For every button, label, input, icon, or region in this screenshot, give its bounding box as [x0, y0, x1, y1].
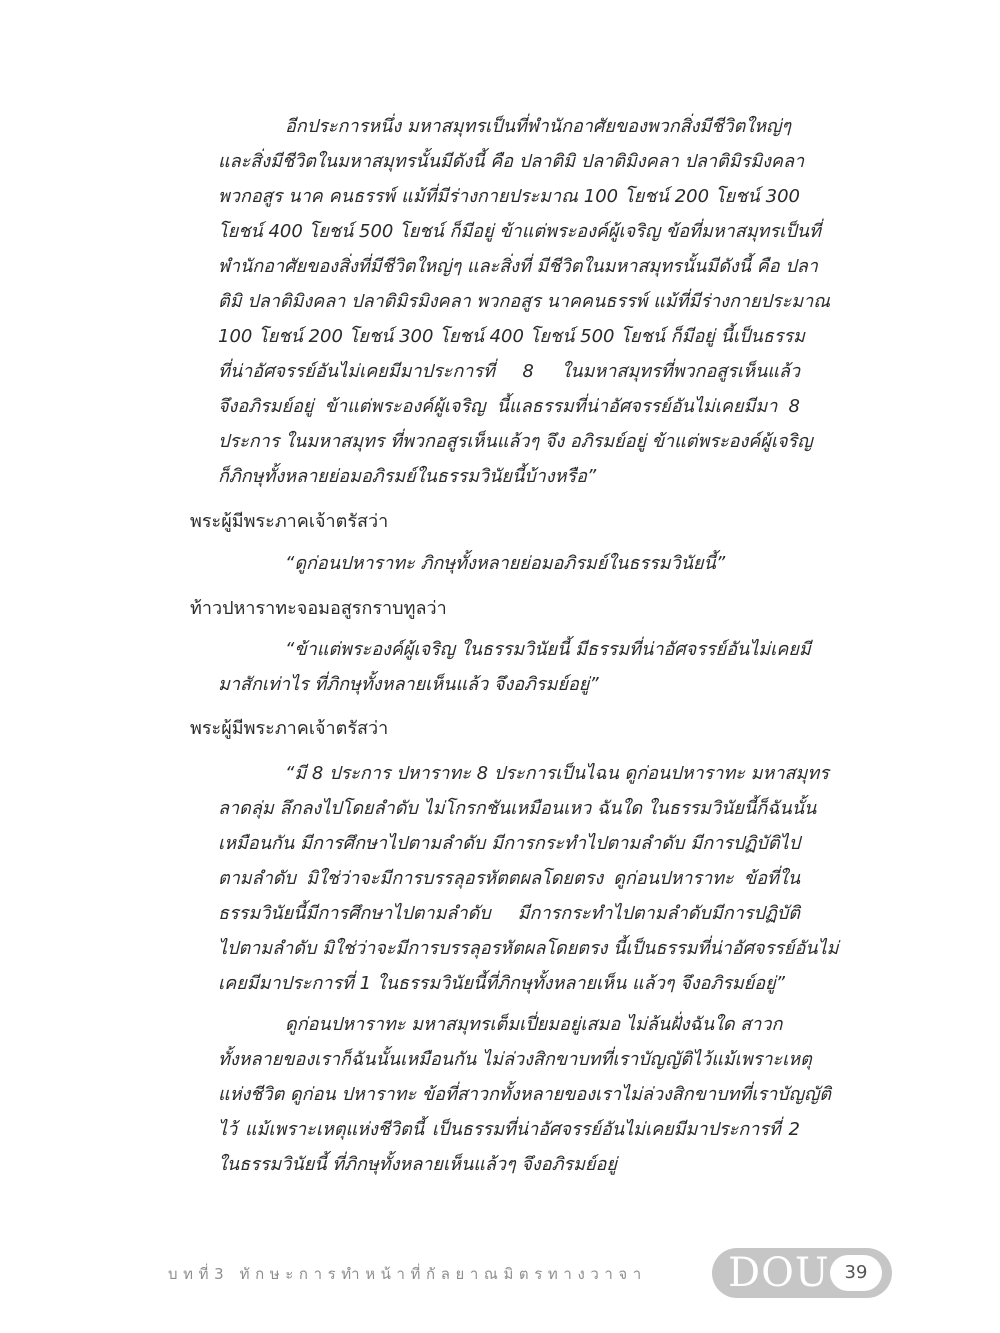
text-line: และสิ่งมีชีวิตในมหาสมุทรนั้นมีดังนี้ คือ ปลาติมิ ปลาติมิงคลา ปลาติมิรมิงคลา — [218, 151, 805, 172]
text-line: โยชน์ 400 โยชน์ 500 โยชน์ ก็มีอยู่ ข้าแต่พระองค์ผู้เจริญ ข้อที่มหาสมุทรเป็นที่ — [218, 221, 821, 242]
page-badge — [712, 1248, 892, 1298]
text-line: อีกประการหนึ่ง มหาสมุทรเป็นที่พำนักอาศัยของพวกสิ่งมีชีวิตใหญ่ๆ — [285, 116, 791, 137]
text-line: ก็ภิกษุทั้งหลายย่อมอภิรมย์ในธรรมวินัยนี้บ้างหรือ” — [218, 466, 597, 487]
text-line: “มี 8 ประการ ปหาราทะ 8 ประการเป็นไฉน ดูก่อนปหาราทะ มหาสมุทร — [285, 763, 829, 784]
speaker-line-2: ท้าวปหาราทะจอมอสูรกราบทูลว่า — [190, 598, 447, 619]
text-line: ดูก่อนปหาราทะ มหาสมุทรเต็มเปี่ยมอยู่เสมอ ไม่ล้นฝั่งฉันใด สาวก — [285, 1014, 783, 1035]
text-line: ลาดลุ่ม ลึกลงไปโดยลำดับ ไม่โกรกชันเหมือนเหว ฉันใด ในธรรมวินัยนี้ก็ฉันนั้น — [218, 798, 817, 819]
text-line: เคยมีมาประการที่ 1 ในธรรมวินัยนี้ที่ภิกษุทั้งหลายเห็น แล้วๆ จึงอภิรมย์อยู่” — [218, 973, 785, 994]
quote-1: “ดูก่อนปหาราทะ ภิกษุทั้งหลายย่อมอภิรมย์ในธรรมวินัยนี้” — [285, 553, 726, 574]
text-line: ในธรรมวินัยนี้ ที่ภิกษุทั้งหลายเห็นแล้วๆ จึงอภิรมย์อยู่ — [218, 1154, 617, 1175]
text-line: แห่งชีวิต ดูก่อน ปหาราทะ ข้อที่สาวกทั้งหลายของเราไม่ล่วงสิกขาบทที่เราบัญญัติ — [218, 1084, 831, 1105]
text-line: ติมิ ปลาติมิงคลา ปลาติมิรมิงคลา พวกอสูร นาคคนธรรพ์ แม้ที่มีร่างกายประมาณ — [218, 291, 830, 312]
speaker-line-3: พระผู้มีพระภาคเจ้าตรัสว่า — [190, 718, 389, 739]
speaker-line-1: พระผู้มีพระภาคเจ้าตรัสว่า — [190, 511, 389, 532]
text-line: มาสักเท่าไร ที่ภิกษุทั้งหลายเห็นแล้ว จึงอภิรมย์อยู่” — [218, 674, 599, 695]
text-line: ตามลำดับ มิใช่ว่าจะมีการบรรลุอรหัตตผลโดยตรง ดูก่อนปหาราทะ ข้อที่ใน — [218, 868, 800, 889]
dou-logo: DOU — [728, 1250, 830, 1296]
text-line: ที่น่าอัศจรรย์อันไม่เคยมีมาประการที่ 8 ในมหาสมุทรที่พวกอสูรเห็นแล้ว — [218, 361, 800, 382]
text-line: เหมือนกัน มีการศึกษาไปตามลำดับ มีการกระทำไปตามลำดับ มีการปฏิบัติไป — [218, 833, 800, 854]
text-line: พวกอสูร นาค คนธรรพ์ แม้ที่มีร่างกายประมาณ 100 โยชน์ 200 โยชน์ 300 — [218, 186, 800, 207]
text-line: ทั้งหลายของเราก็ฉันนั้นเหมือนกัน ไม่ล่วงสิกขาบทที่เราบัญญัติไว้แม้เพราะเหตุ — [218, 1049, 812, 1070]
chapter-footer: บทที่3 ทักษะการทำหน้าที่กัลยาณมิตรทางวาจา — [168, 1265, 647, 1283]
text-line: จึงอภิรมย์อยู่ ข้าแต่พระองค์ผู้เจริญ นี้แลธรรมที่น่าอัศจรรย์อันไม่เคยมีมา 8 — [218, 396, 800, 417]
text-line: ประการ ในมหาสมุทร ที่พวกอสูรเห็นแล้วๆ จึง อภิรมย์อยู่ ข้าแต่พระองค์ผู้เจริญ — [218, 431, 813, 452]
text-line: ไว้ แม้เพราะเหตุแห่งชีวิตนี้ เป็นธรรมที่น่าอัศจรรย์อันไม่เคยมีมาประการที่ 2 — [218, 1119, 800, 1140]
text-line: ธรรมวินัยนี้มีการศึกษาไปตามลำดับ มีการกระทำไปตามลำดับมีการปฏิบัติ — [218, 903, 800, 924]
text-line: พำนักอาศัยของสิ่งที่มีชีวิตใหญ่ๆ และสิ่งที่ มีชีวิตในมหาสมุทรนั้นมีดังนี้ คือ ปลา — [218, 256, 818, 277]
text-line: 100 โยชน์ 200 โยชน์ 300 โยชน์ 400 โยชน์ 500 โยชน์ ก็มีอยู่ นี้เป็นธรรม — [218, 326, 805, 347]
text-line: ไปตามลำดับ มิใช่ว่าจะมีการบรรลุอรหัตผลโดยตรง นี้เป็นธรรมที่น่าอัศจรรย์อันไม่ — [218, 938, 839, 959]
text-line: “ข้าแต่พระองค์ผู้เจริญ ในธรรมวินัยนี้ มีธรรมที่น่าอัศจรรย์อันไม่เคยมี — [285, 639, 811, 660]
page-number: 39 — [830, 1255, 882, 1291]
